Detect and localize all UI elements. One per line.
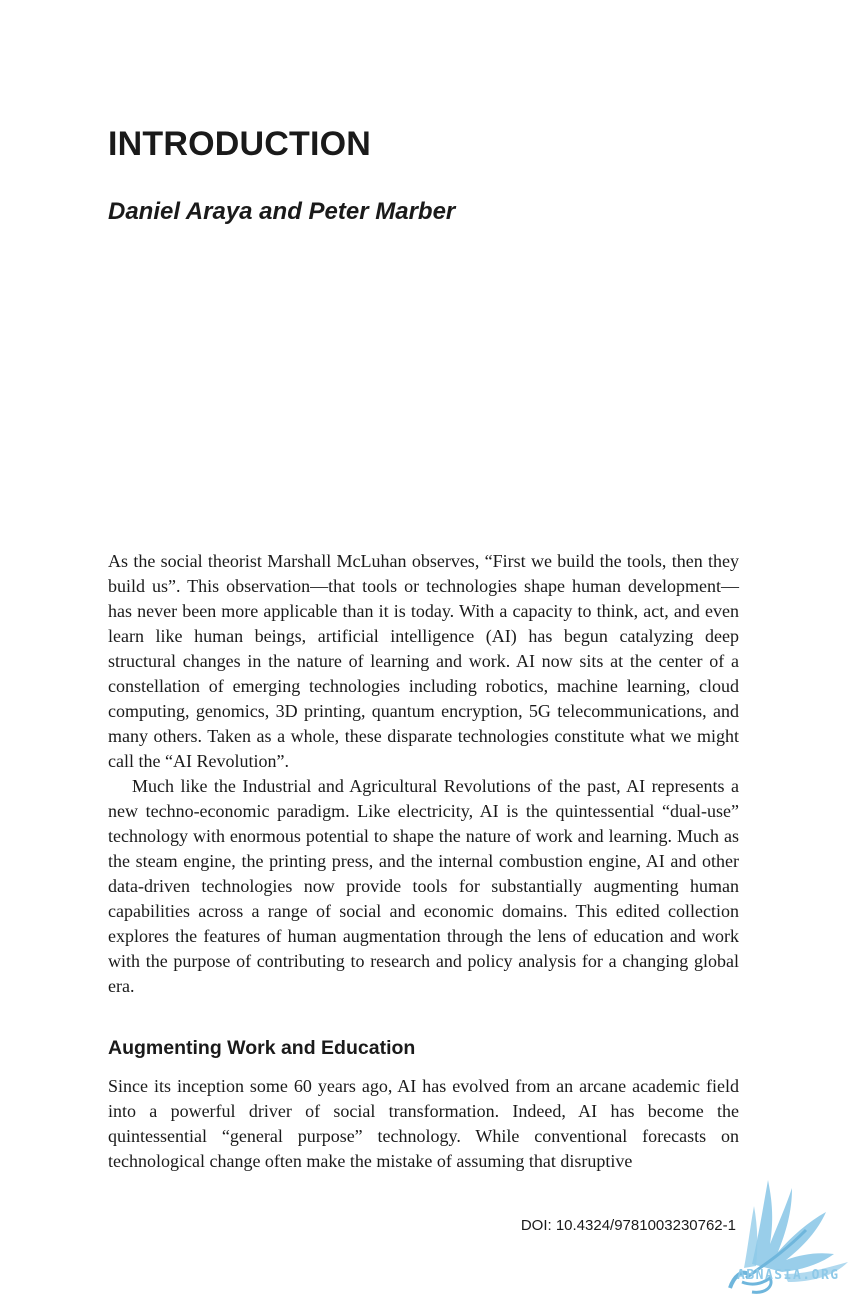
intro-text — [108, 549, 739, 999]
doi-label: DOI: 10.4324/9781003230762-1 — [520, 1217, 736, 1234]
chapter-title: INTRODUCTION — [108, 125, 372, 163]
intro-paragraph-2: Much like the Industrial and Agricultural Revolutions of the past, AI represents a new techno-economic paradigm. Like electricity, AI is the quintessential “dual-use” technology with enormous potential to shape the nature of work and learning. Much as the steam engine, the printing press, and the internal combustion engine, AI and other data-driven technologies now provide tools for substantially augmenting human capabilities across a range of social and economic domains. This edited collection explores the features of human augmentation through the lens of education and work with the purpose of contributing to research and policy analysis for a changing global era. — [108, 776, 739, 996]
intro-paragraph-1: As the social theorist Marshall McLuhan observes, “First we build the tools, then they build us”. This observation—that tools or technologies shape human development—has never been more applicable than it is today. With a capacity to think, act, and even learn like human beings, artificial intelligence (AI) has begun catalyzing deep structural changes in the nature of learning and work. AI now sits at the center of a constellation of emerging technologies including robotics, machine learning, cloud computing, genomics, 3D printing, quantum encryption, 5G telecommunications, and many others. Taken as a whole, these disparate technologies constitute what we might call the “AI Revolution”. — [108, 551, 739, 771]
watermark-text: ABNASIA.ORG — [737, 1268, 840, 1283]
chapter-authors: Daniel Araya and Peter Marber — [108, 198, 456, 225]
section-text — [108, 1074, 739, 1174]
section-heading: Augmenting Work and Education — [108, 1037, 416, 1059]
section-paragraph-1: Since its inception some 60 years ago, AI has evolved from an arcane academic field into a powerful driver of social transformation. Indeed, AI has become the quintessential “general purpose” technology. While conventional forecasts on technological change often make the mistake of assuming that disruptive — [108, 1076, 739, 1171]
